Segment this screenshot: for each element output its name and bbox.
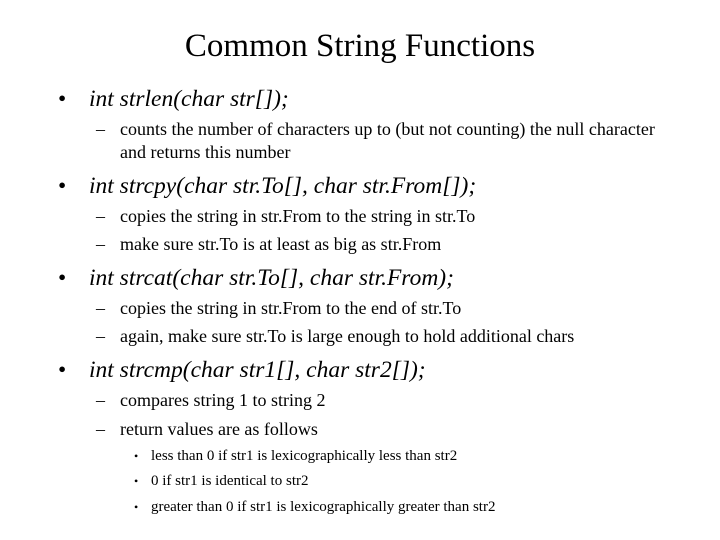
dash-icon: – <box>96 419 105 439</box>
function-signature: int strcmp(char str1[], char str2[]); <box>89 357 426 383</box>
sub-item-text: counts the number of characters up to (but not counting) the null character and returns this number <box>120 119 655 162</box>
sub-item-text: again, make sure str.To is large enough to hold additional chars <box>120 326 575 346</box>
slide-title: Common String Functions <box>184 28 536 64</box>
dash-icon: – <box>96 119 105 139</box>
bullet-icon: • <box>58 357 67 383</box>
sub-item-text: compares string 1 to string 2 <box>120 390 326 410</box>
dash-icon: – <box>96 298 105 318</box>
dash-icon: – <box>96 326 105 346</box>
function-signature: int strcpy(char str.To[], char str.From[]); <box>89 173 477 199</box>
sub-item-text: make sure str.To is at least as big as str.From <box>120 234 442 254</box>
function-signature: int strcat(char str.To[], char str.From); <box>89 265 454 291</box>
bullet-icon: • <box>134 449 139 463</box>
bullet-icon: • <box>58 173 67 199</box>
sub-item-text: copies the string in str.From to the end of str.To <box>120 298 462 318</box>
dash-icon: – <box>96 234 105 254</box>
sub-sub-item-text: less than 0 if str1 is lexicographically less than str2 <box>151 448 458 464</box>
dash-icon: – <box>96 390 105 410</box>
bullet-icon: • <box>134 500 139 514</box>
sub-sub-item-text: 0 if str1 is identical to str2 <box>151 473 309 489</box>
sub-sub-item-text: greater than 0 if str1 is lexicographically greater than str2 <box>151 499 496 515</box>
dash-icon: – <box>96 206 105 226</box>
bullet-icon: • <box>58 265 67 291</box>
sub-item-text: copies the string in str.From to the string in str.To <box>120 206 476 226</box>
bullet-icon: • <box>134 474 139 488</box>
function-signature: int strlen(char str[]); <box>89 86 289 112</box>
sub-item-text: return values are as follows <box>120 419 318 439</box>
bullet-icon: • <box>58 86 67 112</box>
